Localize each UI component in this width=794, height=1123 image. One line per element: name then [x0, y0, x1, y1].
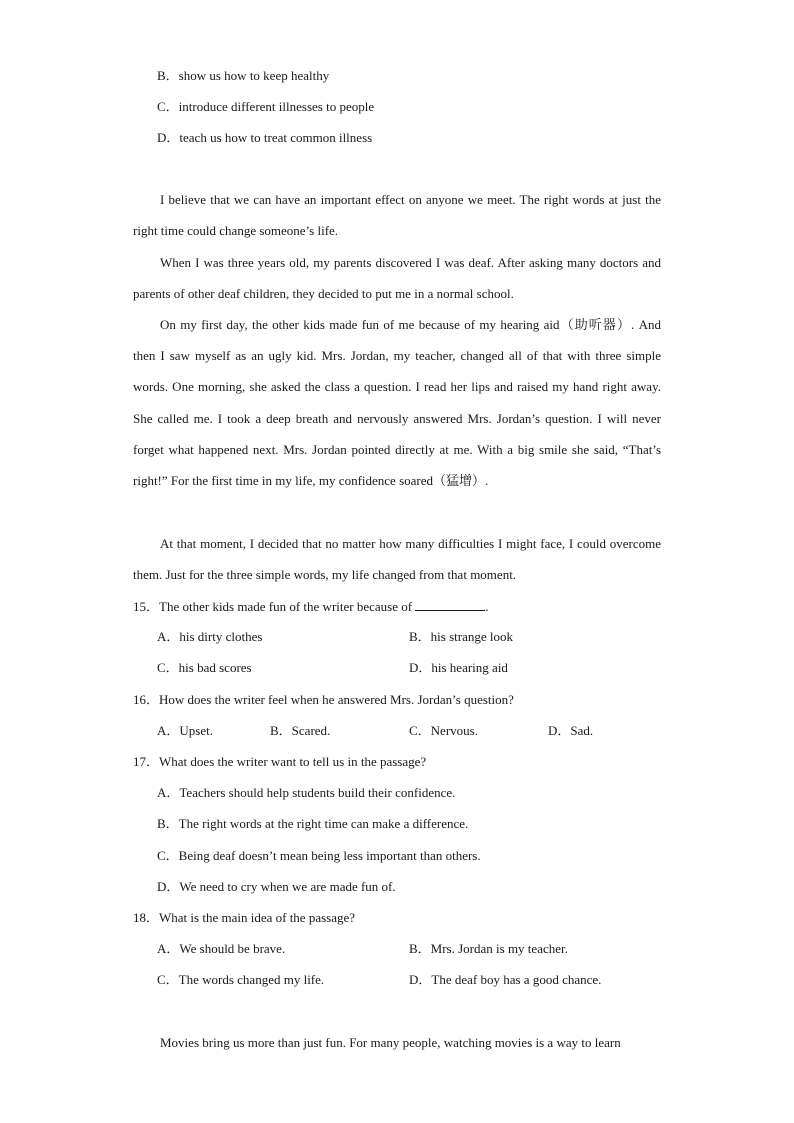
q18-option-a [157, 941, 285, 957]
prev-option-d [157, 130, 372, 146]
option-text: Nervous. [430, 723, 478, 738]
answer-blank [415, 598, 485, 611]
passage-paragraph-3 [133, 309, 661, 496]
q18-option-c [157, 972, 324, 988]
q15-option-d [409, 660, 508, 676]
option-text: Upset. [179, 723, 213, 738]
option-text: The right words at the right time can make a difference. [178, 816, 469, 831]
paragraph-text: I believe that we can have an important effect on anyone we meet. The right words at just the right time could change someone’s life. [133, 192, 661, 239]
passage-paragraph-1 [133, 184, 661, 246]
option-letter: D． [157, 879, 180, 894]
question-stem: What is the main idea of the passage? [159, 910, 356, 925]
option-letter: D． [157, 130, 180, 145]
option-letter: D． [548, 723, 571, 738]
option-text: his dirty clothes [179, 629, 263, 644]
option-text: We need to cry when we are made fun of. [179, 879, 396, 894]
q15-option-c [157, 660, 252, 676]
option-text: introduce different illnesses to people [178, 99, 375, 114]
next-passage-first-line [133, 1027, 661, 1058]
option-text: Sad. [570, 723, 594, 738]
option-text: Being deaf doesn’t mean being less important than others. [178, 848, 481, 863]
question-16 [133, 692, 514, 708]
paragraph-text: On my first day, the other kids made fun of me because of my hearing aid（助听器）. And then I saw myself as an ugly kid. Mrs. Jordan, my teacher, changed all of that with three simple words. One morning, she asked the class a question. I read her lips and raised my hand right away. She called me. I took a deep breath and nervously answered Mrs. Jordan’s question. I will never forget what happened next. Mrs. Jordan pointed directly at me. With a big smile she said, “That’s right!” For the first time in my life, my confidence soared（猛增）. [133, 317, 661, 489]
question-15 [133, 598, 489, 615]
question-17 [133, 754, 426, 770]
question-number: 17． [133, 754, 160, 769]
question-stem: What does the writer want to tell us in the passage? [159, 754, 427, 769]
option-text: The deaf boy has a good chance. [431, 972, 602, 987]
paragraph-text: When I was three years old, my parents discovered I was deaf. After asking many doctors and parents of other deaf children, they decided to put me in a normal school. [133, 255, 661, 302]
option-letter: A． [157, 941, 180, 956]
option-text: show us how to keep healthy [178, 68, 330, 83]
stem-end: . [485, 599, 489, 614]
q17-option-b [157, 816, 468, 832]
question-number: 15． [133, 599, 160, 614]
option-text: Teachers should help students build their confidence. [179, 785, 456, 800]
q17-option-d [157, 879, 396, 895]
option-letter: B． [157, 68, 179, 83]
option-letter: B． [157, 816, 179, 831]
q17-option-c [157, 848, 481, 864]
option-letter: D． [409, 972, 432, 987]
q16-option-a [157, 723, 213, 739]
q15-option-b [409, 629, 513, 645]
q15-option-a [157, 629, 262, 645]
option-letter: C． [157, 99, 179, 114]
paragraph-text: Movies bring us more than just fun. For many people, watching movies is a way to learn [160, 1035, 621, 1050]
q18-option-d [409, 972, 601, 988]
question-number: 16． [133, 692, 160, 707]
passage-paragraph-2 [133, 247, 661, 309]
passage-paragraph-4 [133, 528, 661, 590]
option-letter: A． [157, 785, 180, 800]
question-stem: How does the writer feel when he answered Mrs. Jordan’s question? [159, 692, 514, 707]
option-letter: A． [157, 629, 180, 644]
q18-option-b [409, 941, 568, 957]
prev-option-b [157, 68, 329, 84]
option-letter: D． [409, 660, 432, 675]
option-letter: C． [157, 848, 179, 863]
option-letter: B． [409, 629, 431, 644]
option-text: We should be brave. [179, 941, 286, 956]
option-text: his strange look [430, 629, 513, 644]
option-letter: C． [409, 723, 431, 738]
option-letter: B． [270, 723, 292, 738]
q17-option-a [157, 785, 455, 801]
q16-option-d [548, 723, 593, 739]
question-stem: The other kids made fun of the writer because of [159, 599, 413, 614]
option-text: his hearing aid [431, 660, 508, 675]
paragraph-text: At that moment, I decided that no matter how many difficulties I might face, I could overcome them. Just for the three simple words, my life changed from that moment. [133, 536, 661, 583]
question-18 [133, 910, 355, 926]
option-text: Mrs. Jordan is my teacher. [430, 941, 568, 956]
prev-option-c [157, 99, 374, 115]
q16-option-b [270, 723, 330, 739]
q16-option-c [409, 723, 478, 739]
option-text: Scared. [291, 723, 331, 738]
option-text: teach us how to treat common illness [179, 130, 373, 145]
option-letter: A． [157, 723, 180, 738]
option-text: his bad scores [178, 660, 252, 675]
option-letter: C． [157, 660, 179, 675]
option-text: The words changed my life. [178, 972, 325, 987]
option-letter: B． [409, 941, 431, 956]
option-letter: C． [157, 972, 179, 987]
question-number: 18． [133, 910, 160, 925]
